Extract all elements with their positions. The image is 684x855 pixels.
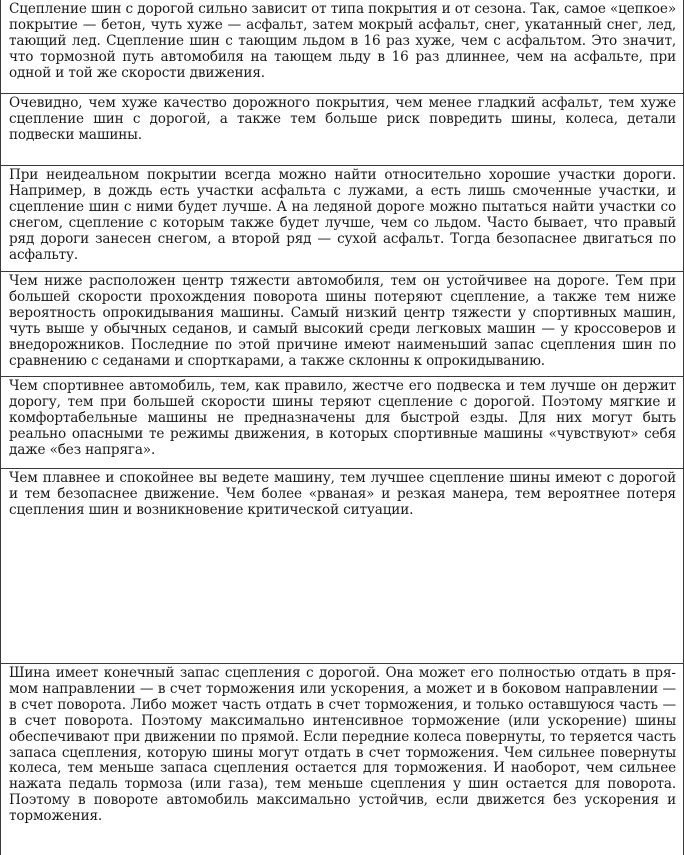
paragraph-center-of-gravity: Чем ниже расположен центр тяжести автомобиля, тем он устойчивее на дороге. Тем при большей скорости прохождения поворота шины потеряют сцепление, а также тем ниже вероятность опрокидывания машины. Самый низкий центр тяжести у спортивных машин, чуть выше у обычных седанов, и самый высокий среди легковых машин — у кроссоверов и внедорожников. Последние по этой причине имеют наименьший запас сцепления шин по сравнению с седанами и спорткарами, а также склонны к опрокидыванию. bbox=[9, 273, 676, 369]
paragraph-grip-reserve: Шина имеет конечный запас сцепления с дорогой. Она может его полностью отдать в прямом направлении — в счет торможения или ускорения, а может и в боковом направлении — в счет поворота. Либо может часть отдать в счет торможения, и только оставшуюся часть — в счет поворота. Поэтому максимально интенсивное торможение (или ускорение) шины обеспечивают при движении по прямой. Если передние колеса повернуты, то теряется часть запаса сцепления, которую шины могут отдать в счет торможения. Чем сильнее повернуты колеса, тем меньше запаса сцепления остается для торможения. И наоборот, чем сильнее нажата педаль тормоза (или газа), тем меньше сцепления у шин остается для поворота. Поэтому в повороте автомобиль максимально устойчив, если движется без ускорения и торможения. bbox=[9, 665, 676, 825]
text-block-grip-reserve bbox=[1, 663, 683, 855]
paragraph-road-surface: Сцепление шин с дорогой сильно зависит от типа покрытия и от сезона. Так, самое «цепкое» покрытие — бетон, чуть хуже — асфальт, затем мокрый асфальт, снег, укатанный снег, лед, тающий лед. Сцепление шин с тающим льдом в 16 раз хуже, чем с асфальтом. Это значит, что тормозной путь автомобиля на тающем льду в 16 раз длиннее, чем на асфальте, при одной и той же скорости движения. bbox=[9, 1, 676, 81]
paragraph-road-quality: Очевидно, чем хуже качество дорожного покрытия, чем менее гладкий асфальт, тем хуже сцепление шин с дорогой, а также тем больше риск повредить шины, колеса, детали подвески машины. bbox=[9, 95, 676, 143]
text-block-sportiness bbox=[1, 376, 683, 468]
text-block-center-of-gravity bbox=[1, 271, 683, 376]
paragraph-driving-style: Чем плавнее и спокойнее вы ведете машину, тем лучшее сцепление шины имеют с дорогой и тем безопаснее движение. Чем более «рваная» и резкая манера, тем вероятнее потеря сцепления шин и возникновение критической ситуации. bbox=[9, 470, 676, 518]
paragraph-imperfect-surface: При неидеальном покрытии всегда можно найти относительно хорошие участки дороги. Например, в дождь есть участки асфальта с лужами, а есть лишь смоченные участки, и сцепление шин с ними будет лучше. А на ледяной дороге можно пытаться найти участки со снегом, сцепление с которым также будет лучше, чем со льдом. Часто бывает, что правый ряд дороги занесен снегом, а второй ряд — сухой асфальт. Тогда безопаснее двигаться по асфальту. bbox=[9, 167, 676, 263]
paragraph-sportiness: Чем спортивнее автомобиль, тем, как правило, жестче его подвеска и тем лучше он держит дорогу, тем при большей скорости шины теряют сцепление с дорогой. Поэтому мягкие и комфортабельные машины не предназначены для быстрой езды. Для них могут быть реально опасными те режимы движения, в которых спортивные машины «чувствуют» себя даже «без напряга». bbox=[9, 378, 676, 458]
text-block-road-surface bbox=[1, 0, 683, 93]
text-block-road-quality bbox=[1, 93, 683, 165]
text-block-driving-style bbox=[1, 468, 683, 663]
text-block-imperfect-surface bbox=[1, 165, 683, 271]
